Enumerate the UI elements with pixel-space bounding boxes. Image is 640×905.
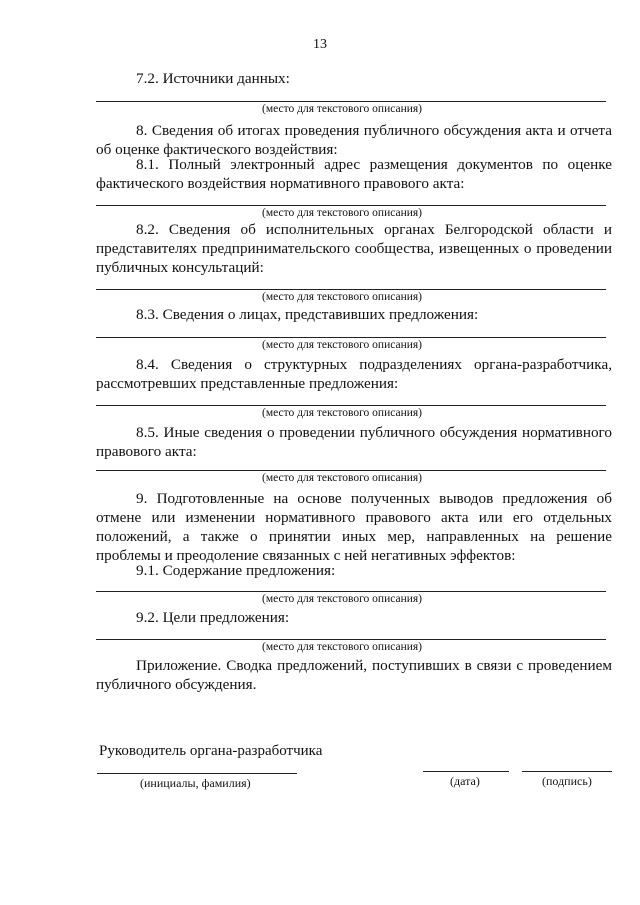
text-field-line — [96, 591, 606, 592]
section-7-2: 7.2. Источники данных: — [136, 70, 290, 87]
section-8: 8. Сведения об итогах проведения публичного обсуждения акта и отчета об оценке фактического воздействия: — [96, 122, 612, 158]
section-8-3: 8.3. Сведения о лицах, представивших предложения: — [136, 306, 479, 323]
signature-caption: (подпись) — [542, 774, 592, 788]
initials-caption: (инициалы, фамилия) — [140, 776, 251, 790]
text-field-line — [96, 639, 606, 640]
text-field-line — [96, 205, 606, 206]
section-8-1: 8.1. Полный электронный адрес размещения документов по оценке фактического воздействия нормативного правового акта: — [96, 156, 612, 192]
field-caption: (место для текстового описания) — [262, 291, 423, 303]
section-8-4: 8.4. Сведения о структурных подразделениях органа-разработчика, рассмотревших представленные предложения: — [96, 356, 612, 392]
signature-line — [522, 771, 612, 772]
section-9-1: 9.1. Содержание предложения: — [136, 562, 336, 579]
page-number: 13 — [313, 37, 327, 52]
field-caption: (место для текстового описания) — [262, 472, 423, 484]
field-caption: (место для текстового описания) — [262, 407, 423, 419]
section-8-2: 8.2. Сведения об исполнительных органах Белгородской области и представителях предпринимательского сообщества, извещенных о проведении публичных консультаций: — [96, 221, 612, 276]
field-caption: (место для текстового описания) — [262, 207, 423, 219]
section-9-2: 9.2. Цели предложения: — [136, 609, 290, 626]
field-caption: (место для текстового описания) — [262, 339, 423, 351]
date-line — [423, 771, 509, 772]
text-field-line — [96, 289, 606, 290]
text-field-line — [96, 101, 606, 102]
text-field-line — [96, 405, 606, 406]
appendix-note: Приложение. Сводка предложений, поступивших в связи с проведением публичного обсуждения. — [96, 657, 612, 693]
field-caption: (место для текстового описания) — [262, 593, 423, 605]
date-caption: (дата) — [450, 774, 480, 788]
text-field-line — [96, 337, 606, 338]
section-8-5: 8.5. Иные сведения о проведении публичного обсуждения нормативного правового акта: — [96, 424, 612, 460]
section-9: 9. Подготовленные на основе полученных выводов предложения об отмене или изменении нормативного правового акта или его отдельных положений, а также о принятии иных мер, направленных на решение проблемы и преодоление связанных с ней негативных эффектов: — [96, 490, 612, 564]
text-field-line — [96, 470, 606, 471]
initials-line — [97, 773, 297, 774]
field-caption: (место для текстового описания) — [262, 641, 423, 653]
field-caption: (место для текстового описания) — [262, 103, 423, 115]
signature-title: Руководитель органа-разработчика — [99, 743, 323, 759]
